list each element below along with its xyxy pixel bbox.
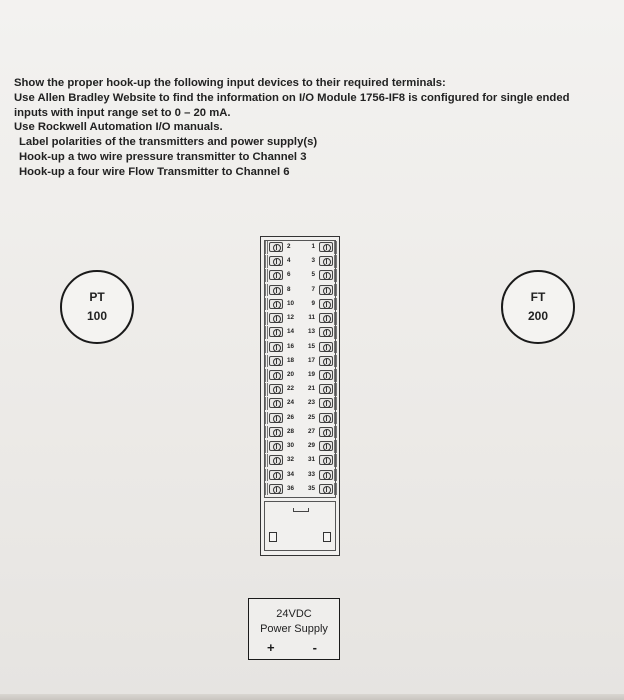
instruction-line: inputs with input range set to 0 – 20 mA. bbox=[14, 106, 231, 119]
pressure-transmitter-symbol bbox=[60, 270, 134, 344]
terminal-number-odd: 13 bbox=[307, 328, 315, 336]
terminal-block bbox=[260, 236, 340, 556]
terminal-rib bbox=[265, 383, 268, 396]
terminal-rib bbox=[265, 326, 268, 339]
power-supply-label: Power Supply bbox=[260, 623, 328, 635]
terminal-screw-icon[interactable] bbox=[319, 455, 333, 465]
terminal-screw-icon[interactable] bbox=[319, 313, 333, 323]
terminal-rib bbox=[265, 241, 268, 254]
terminal-number-even: 22 bbox=[287, 385, 295, 393]
terminal-rib bbox=[334, 241, 337, 254]
terminal-rib bbox=[265, 469, 268, 482]
terminal-screw-icon[interactable] bbox=[269, 484, 283, 494]
instruction-line: Show the proper hook-up the following input devices to their required terminals: bbox=[14, 77, 446, 89]
terminal-screw-icon[interactable] bbox=[319, 441, 333, 451]
terminal-number-even: 4 bbox=[287, 257, 291, 265]
power-supply-minus-terminal: - bbox=[312, 640, 317, 655]
terminal-rib bbox=[334, 255, 337, 268]
terminal-rib bbox=[265, 341, 268, 354]
instruction-line: Use Rockwell Automation I/O manuals. bbox=[14, 121, 223, 134]
terminal-number-odd: 33 bbox=[307, 470, 315, 478]
terminal-number-odd: 35 bbox=[307, 484, 315, 492]
terminal-row bbox=[265, 312, 337, 325]
terminal-screw-icon[interactable] bbox=[319, 270, 333, 280]
terminal-rib bbox=[334, 298, 337, 311]
terminal-screw-icon[interactable] bbox=[269, 441, 283, 451]
terminal-rib bbox=[334, 383, 337, 396]
terminal-screw-icon[interactable] bbox=[269, 413, 283, 423]
terminal-number-even: 8 bbox=[287, 285, 291, 293]
terminal-screw-icon[interactable] bbox=[269, 242, 283, 252]
terminal-number-even: 36 bbox=[287, 484, 295, 492]
instruction-line: Use Allen Bradley Website to find the information on I/O Module 1756-IF8 is configured for single ended bbox=[14, 91, 570, 104]
paper-edge bbox=[0, 694, 624, 700]
terminal-screw-icon[interactable] bbox=[269, 384, 283, 394]
terminal-rib bbox=[265, 298, 268, 311]
terminal-screw-icon[interactable] bbox=[319, 384, 333, 394]
terminal-row bbox=[265, 397, 337, 410]
terminal-number-even: 2 bbox=[287, 243, 291, 250]
instructions-text bbox=[14, 76, 614, 180]
left-latch bbox=[269, 532, 277, 542]
terminal-screw-icon[interactable] bbox=[319, 342, 333, 352]
terminal-screw-icon[interactable] bbox=[319, 327, 333, 337]
terminal-row bbox=[265, 412, 337, 425]
terminal-screw-icon[interactable] bbox=[319, 413, 333, 423]
terminal-number-even: 26 bbox=[287, 413, 295, 421]
terminal-rib bbox=[334, 426, 337, 439]
instruction-line: Hook-up a four wire Flow Transmitter to Channel 6 bbox=[19, 165, 290, 178]
terminal-number-odd: 17 bbox=[307, 356, 315, 364]
terminal-rib bbox=[265, 440, 268, 453]
terminal-screw-icon[interactable] bbox=[269, 256, 283, 266]
ft-tag: FT bbox=[530, 290, 546, 304]
terminal-screw-icon[interactable] bbox=[269, 342, 283, 352]
terminal-rib bbox=[265, 454, 268, 467]
terminal-number-odd: 7 bbox=[311, 285, 315, 293]
terminal-screw-icon[interactable] bbox=[269, 427, 283, 437]
terminal-block-base bbox=[264, 501, 336, 551]
terminal-number-even: 18 bbox=[287, 356, 295, 364]
terminal-rib bbox=[334, 312, 337, 325]
terminal-number-even: 24 bbox=[287, 399, 295, 407]
terminal-rib bbox=[334, 355, 337, 368]
terminal-number-even: 12 bbox=[287, 314, 295, 322]
terminal-number-even: 16 bbox=[287, 342, 295, 350]
terminal-number-odd: 27 bbox=[307, 427, 315, 435]
terminal-row bbox=[265, 355, 337, 368]
terminal-rib bbox=[265, 284, 268, 297]
terminal-rib bbox=[265, 255, 268, 268]
terminal-screw-icon[interactable] bbox=[269, 299, 283, 309]
terminal-row bbox=[265, 383, 337, 396]
pt-number: 100 bbox=[86, 309, 108, 323]
terminal-number-even: 34 bbox=[287, 470, 295, 478]
terminal-rib bbox=[265, 483, 268, 496]
terminal-number-odd: 29 bbox=[307, 442, 315, 450]
instruction-line: Hook-up a two wire pressure transmitter to Channel 3 bbox=[19, 150, 307, 163]
terminal-rib bbox=[265, 355, 268, 368]
terminal-screw-icon[interactable] bbox=[319, 427, 333, 437]
terminal-rib bbox=[334, 469, 337, 482]
terminal-screw-icon[interactable] bbox=[319, 242, 333, 252]
terminal-rib bbox=[265, 397, 268, 410]
terminal-screw-icon[interactable] bbox=[319, 285, 333, 295]
terminal-row bbox=[265, 369, 337, 382]
base-notch bbox=[293, 508, 309, 512]
terminal-number-odd: 5 bbox=[311, 271, 315, 279]
terminal-screw-icon[interactable] bbox=[319, 356, 333, 366]
terminal-number-odd: 23 bbox=[307, 399, 315, 407]
terminal-screw-icon[interactable] bbox=[319, 256, 333, 266]
terminal-rib bbox=[334, 397, 337, 410]
terminal-number-odd: 19 bbox=[307, 371, 315, 378]
terminal-screw-icon[interactable] bbox=[269, 327, 283, 337]
terminal-screw-icon[interactable] bbox=[269, 270, 283, 280]
terminal-rib bbox=[334, 412, 337, 425]
terminal-rib bbox=[334, 284, 337, 297]
terminal-number-odd: 31 bbox=[307, 456, 315, 464]
terminal-row bbox=[265, 426, 337, 439]
terminal-rib bbox=[334, 483, 337, 496]
terminal-rib bbox=[265, 269, 268, 282]
terminal-screw-icon[interactable] bbox=[269, 398, 283, 408]
terminal-number-odd: 3 bbox=[311, 257, 315, 265]
terminal-row bbox=[265, 269, 337, 282]
terminal-screw-icon[interactable] bbox=[269, 370, 283, 380]
terminal-number-even: 30 bbox=[287, 442, 295, 450]
terminal-rib bbox=[334, 369, 337, 382]
terminal-screw-icon[interactable] bbox=[319, 470, 333, 480]
terminal-screw-icon[interactable] bbox=[269, 455, 283, 465]
terminal-number-even: 14 bbox=[287, 328, 295, 336]
terminal-rib bbox=[334, 454, 337, 467]
power-supply-box bbox=[248, 598, 340, 660]
terminal-rib bbox=[265, 312, 268, 325]
power-supply-voltage: 24VDC bbox=[276, 608, 312, 620]
terminal-screw-icon[interactable] bbox=[269, 356, 283, 366]
terminal-screw-icon[interactable] bbox=[319, 484, 333, 494]
terminal-rib bbox=[265, 426, 268, 439]
terminal-row bbox=[265, 454, 337, 467]
terminal-row bbox=[265, 483, 337, 496]
terminal-number-odd: 9 bbox=[311, 299, 315, 307]
terminal-rib bbox=[334, 440, 337, 453]
terminal-screw-icon[interactable] bbox=[269, 285, 283, 295]
terminal-screw-icon[interactable] bbox=[269, 313, 283, 323]
terminal-screw-icon[interactable] bbox=[319, 398, 333, 408]
terminal-number-odd: 1 bbox=[311, 243, 315, 250]
terminal-number-odd: 25 bbox=[307, 413, 315, 421]
pt-tag: PT bbox=[89, 290, 105, 304]
terminal-number-even: 20 bbox=[287, 371, 295, 378]
terminal-screw-icon[interactable] bbox=[319, 299, 333, 309]
terminal-number-odd: 15 bbox=[307, 342, 315, 350]
power-supply-plus-terminal: + bbox=[267, 640, 275, 655]
terminal-number-odd: 11 bbox=[308, 314, 315, 322]
instruction-line: Label polarities of the transmitters and power supply(s) bbox=[19, 136, 318, 149]
terminal-number-even: 32 bbox=[287, 456, 295, 464]
terminal-rib bbox=[334, 269, 337, 282]
flow-transmitter-symbol bbox=[501, 270, 575, 344]
terminal-number-even: 10 bbox=[287, 299, 295, 307]
terminal-row bbox=[265, 341, 337, 354]
terminal-rib bbox=[265, 369, 268, 382]
terminal-row bbox=[265, 241, 337, 254]
terminal-rib bbox=[334, 326, 337, 339]
terminal-number-odd: 21 bbox=[307, 385, 315, 393]
terminal-row bbox=[265, 284, 337, 297]
terminal-row bbox=[265, 440, 337, 453]
terminal-block-terminals bbox=[264, 240, 336, 498]
right-latch bbox=[323, 532, 331, 542]
ft-number: 200 bbox=[527, 309, 549, 323]
terminal-rib bbox=[265, 412, 268, 425]
terminal-rib bbox=[334, 341, 337, 354]
terminal-row bbox=[265, 326, 337, 339]
terminal-row bbox=[265, 298, 337, 311]
terminal-number-even: 6 bbox=[287, 271, 291, 279]
terminal-screw-icon[interactable] bbox=[319, 370, 333, 380]
terminal-row bbox=[265, 469, 337, 482]
terminal-number-even: 28 bbox=[287, 427, 295, 435]
terminal-row bbox=[265, 255, 337, 268]
terminal-screw-icon[interactable] bbox=[269, 470, 283, 480]
